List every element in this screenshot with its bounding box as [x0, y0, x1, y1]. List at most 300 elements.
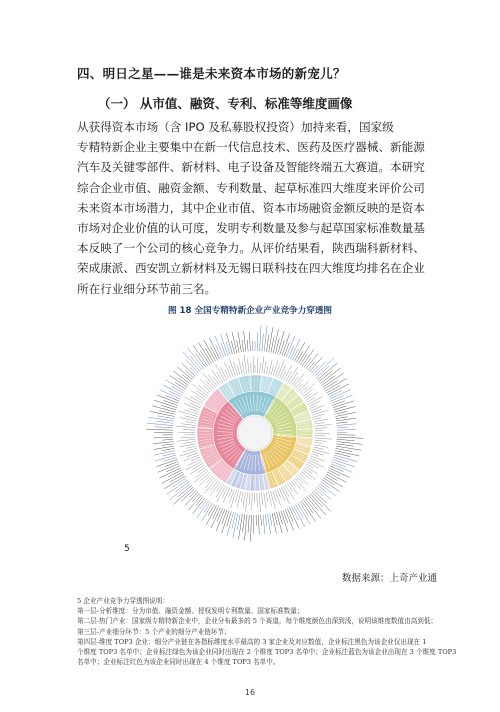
middle-label-stroke	[268, 492, 271, 506]
outer-label-stroke	[327, 472, 346, 482]
middle-label-stroke	[251, 363, 252, 373]
footnote-line: 名单中；企业标注红色为该企业同时出现在 4 个维度 TOP3 名单中。	[77, 658, 280, 667]
middle-label-stroke	[315, 428, 327, 429]
middle-label-stroke	[288, 367, 298, 383]
middle-label-stroke	[176, 439, 195, 441]
middle-label-stroke	[197, 467, 205, 473]
middle-label-stroke	[186, 446, 196, 448]
middle-label-stroke	[201, 473, 210, 481]
middle-label-stroke	[183, 455, 199, 461]
outer-label-stroke	[186, 360, 199, 374]
outer-label-stroke	[172, 386, 184, 393]
section-heading: 四、明日之星——谁是未来资本市场的新宠儿？	[77, 66, 346, 81]
outer-label-stroke	[268, 514, 271, 534]
middle-label-stroke	[313, 449, 329, 454]
paragraph-line: 汽车及关键零部件、新材料、电子设备及智能终端五大赛道。本研究	[77, 160, 425, 175]
outer-label-stroke	[193, 345, 208, 366]
outer-label-stroke	[181, 489, 195, 502]
outer-label-stroke	[242, 340, 244, 352]
outer-label-stroke	[250, 515, 251, 542]
outer-label-stroke	[306, 353, 318, 369]
middle-label-stroke	[183, 429, 195, 430]
outer-label-stroke	[321, 482, 330, 489]
outer-label-stroke	[316, 366, 329, 378]
outer-label-stroke	[204, 340, 216, 361]
paragraph-line: 本反映了一个公司的核心竞争力。从评价结果看，陕西瑞科新材料、	[77, 241, 425, 256]
outer-label-stroke	[147, 423, 173, 425]
outer-label-stroke	[189, 490, 196, 497]
footnote-marker: 5	[124, 544, 130, 554]
middle-label-stroke	[291, 377, 297, 385]
outer-label-stroke	[160, 390, 181, 399]
data-source: 数据来源：上奇产业通	[342, 573, 438, 584]
middle-label-stroke	[295, 379, 303, 388]
outer-label-stroke	[305, 498, 321, 518]
outer-label-stroke	[276, 512, 282, 533]
outer-label-stroke	[335, 412, 355, 416]
outer-label-stroke	[165, 462, 178, 467]
outer-label-stroke	[337, 439, 355, 440]
middle-label-stroke	[192, 463, 203, 469]
outer-label-stroke	[337, 442, 363, 445]
figure-title: 图 18 全国专精特新企业产业竞争力穿透图	[167, 306, 333, 316]
outer-label-stroke	[249, 332, 250, 352]
outer-label-stroke	[232, 332, 237, 353]
outer-label-stroke	[166, 466, 180, 472]
outer-label-stroke	[329, 390, 342, 397]
middle-label-stroke	[282, 370, 287, 379]
middle-label-stroke	[216, 483, 222, 492]
outer-label-stroke	[166, 380, 185, 391]
outer-label-stroke	[322, 480, 339, 492]
middle-label-stroke	[303, 389, 313, 396]
outer-label-stroke	[158, 416, 175, 419]
outer-label-stroke	[170, 375, 187, 387]
middle-label-stroke	[211, 480, 219, 490]
outer-label-stroke	[162, 448, 174, 450]
outer-label-stroke	[155, 455, 176, 461]
middle-label-stroke	[184, 403, 200, 409]
outer-label-stroke	[298, 346, 309, 364]
middle-label-stroke	[300, 386, 308, 393]
footnote-line: 第四层-维度 TOP3 企业：细分产业链在各指标维度水平最高的 3 家企业及对应数值，企业标注黑色为该企业仅出现在 1	[77, 637, 427, 646]
middle-label-stroke	[310, 405, 317, 408]
outer-label-stroke	[239, 514, 243, 539]
middle-label-stroke	[279, 488, 285, 501]
middle-label-stroke	[181, 424, 195, 426]
outer-label-stroke	[312, 492, 331, 511]
middle-label-stroke	[314, 442, 322, 443]
paragraph-line: 荣成康派、西安凯立新材料及无锡日联科技在四大维度均排名在企业	[77, 261, 425, 276]
outer-label-stroke	[270, 514, 272, 526]
middle-label-stroke	[243, 492, 245, 506]
outer-label-stroke	[283, 510, 288, 523]
outer-label-stroke	[292, 348, 298, 360]
outer-label-stroke	[200, 499, 207, 509]
middle-label-stroke	[261, 493, 262, 505]
middle-label-stroke	[311, 456, 325, 462]
footnote-line: 5 企业产业竞争力穿透图说明：	[77, 597, 170, 605]
outer-label-stroke	[328, 384, 349, 395]
outer-label-stroke	[336, 417, 348, 419]
outer-label-stroke	[173, 371, 189, 383]
middle-label-stroke	[264, 361, 266, 373]
middle-label-stroke	[231, 490, 237, 508]
outer-label-stroke	[337, 437, 364, 438]
outer-label-stroke	[304, 358, 311, 367]
middle-label-stroke	[213, 377, 219, 385]
outer-label-stroke	[260, 325, 261, 351]
middle-label-stroke	[241, 492, 243, 502]
outer-label-stroke	[155, 427, 173, 428]
outer-label-stroke	[188, 348, 204, 369]
outer-label-stroke	[315, 489, 323, 496]
outer-label-stroke	[288, 345, 294, 358]
outer-label-stroke	[167, 480, 188, 494]
middle-label-stroke	[309, 401, 320, 406]
outer-label-stroke	[193, 498, 205, 514]
outer-label-stroke	[261, 515, 262, 526]
outer-label-stroke	[295, 342, 305, 361]
outer-label-stroke	[183, 352, 201, 372]
middle-label-stroke	[242, 362, 244, 374]
outer-label-stroke	[154, 442, 174, 444]
outer-label-stroke	[300, 355, 307, 365]
outer-label-stroke	[182, 363, 196, 376]
outer-label-stroke	[273, 329, 278, 353]
outer-label-stroke	[329, 468, 349, 478]
outer-label-stroke	[163, 400, 177, 405]
outer-label-stroke	[195, 353, 205, 367]
outer-label-stroke	[189, 495, 202, 510]
middle-label-stroke	[301, 471, 311, 479]
middle-label-stroke	[189, 403, 200, 408]
outer-label-stroke	[170, 483, 190, 499]
outer-label-stroke	[334, 407, 355, 412]
outer-label-stroke	[244, 515, 247, 541]
middle-label-stroke	[222, 487, 228, 498]
outer-label-stroke	[325, 476, 343, 487]
middle-label-stroke	[194, 471, 209, 483]
middle-label-stroke	[237, 491, 241, 507]
outer-label-stroke	[309, 495, 326, 515]
outer-label-stroke	[264, 326, 267, 352]
outer-label-stroke	[310, 494, 322, 507]
middle-label-stroke	[311, 405, 325, 410]
outer-label-stroke	[221, 343, 226, 356]
outer-label-stroke	[263, 515, 265, 535]
middle-label-stroke	[220, 367, 227, 380]
middle-label-stroke	[259, 493, 260, 512]
middle-label-stroke	[296, 476, 303, 483]
outer-label-stroke	[177, 367, 192, 380]
middle-label-stroke	[181, 437, 196, 438]
middle-label-stroke	[244, 355, 247, 374]
chart-hub	[238, 416, 272, 450]
outer-label-stroke	[265, 514, 266, 526]
outer-label-stroke	[262, 334, 263, 352]
outer-label-stroke	[175, 482, 189, 492]
outer-label-stroke	[323, 373, 344, 387]
outer-label-stroke	[162, 472, 183, 484]
outer-label-stroke	[258, 515, 259, 534]
outer-label-stroke	[337, 429, 356, 430]
outer-label-stroke	[296, 351, 302, 362]
outer-label-stroke	[318, 485, 327, 492]
outer-label-stroke	[204, 502, 211, 513]
middle-label-stroke	[193, 384, 208, 396]
outer-label-stroke	[336, 422, 347, 423]
footnotes	[77, 596, 457, 667]
middle-label-stroke	[186, 422, 196, 424]
middle-label-stroke	[237, 365, 240, 375]
outer-label-stroke	[154, 437, 173, 438]
middle-label-stroke	[229, 489, 234, 503]
middle-label-stroke	[196, 391, 206, 398]
outer-label-stroke	[266, 335, 268, 352]
middle-label-stroke	[206, 476, 213, 483]
middle-label-stroke	[283, 486, 289, 497]
outer-label-stroke	[269, 327, 273, 352]
outer-label-stroke	[313, 362, 326, 375]
middle-label-stroke	[293, 479, 301, 489]
outer-label-stroke	[192, 494, 199, 502]
outer-label-stroke	[301, 501, 315, 522]
outer-label-stroke	[209, 338, 219, 359]
outer-label-stroke	[333, 457, 348, 462]
outer-label-stroke	[287, 508, 293, 521]
outer-label-stroke	[289, 507, 299, 528]
middle-label-stroke	[190, 397, 203, 404]
middle-label-stroke	[291, 481, 296, 487]
middle-label-stroke	[224, 363, 231, 378]
outer-label-stroke	[320, 483, 336, 495]
outer-label-stroke	[331, 396, 344, 402]
outer-label-stroke	[163, 385, 183, 395]
outer-label-stroke	[206, 505, 216, 524]
subsection-heading: （一） 从市值、融资、专利、标准等维度画像	[98, 96, 353, 111]
outer-label-stroke	[197, 501, 209, 518]
middle-label-stroke	[260, 363, 261, 373]
outer-label-stroke	[150, 411, 175, 416]
outer-label-stroke	[284, 343, 289, 357]
middle-label-stroke	[247, 359, 248, 374]
outer-label-stroke	[182, 374, 191, 381]
middle-label-stroke	[315, 424, 332, 426]
middle-label-stroke	[245, 493, 247, 512]
outer-label-stroke	[336, 418, 356, 421]
middle-label-stroke	[204, 479, 216, 494]
paragraph-line: 专精特新企业主要集中在新一代信息技术、医药及医疗器械、新能源	[77, 140, 425, 155]
middle-label-stroke	[304, 468, 312, 474]
outer-label-stroke	[237, 514, 240, 531]
middle-label-stroke	[308, 462, 319, 468]
outer-label-stroke	[291, 506, 298, 520]
outer-label-stroke	[243, 514, 245, 531]
outer-label-stroke	[169, 391, 182, 397]
middle-label-stroke	[313, 447, 323, 449]
outer-label-stroke	[237, 340, 239, 352]
outer-label-stroke	[196, 497, 203, 506]
middle-label-stroke	[185, 416, 197, 419]
middle-label-stroke	[314, 423, 324, 425]
outer-label-stroke	[314, 358, 333, 376]
middle-label-stroke	[307, 397, 316, 402]
middle-label-stroke	[286, 371, 292, 382]
outer-label-stroke	[330, 390, 351, 400]
outer-label-stroke	[227, 512, 233, 536]
outer-label-stroke	[308, 362, 315, 370]
middle-label-stroke	[195, 396, 204, 401]
footnote-line: 第二层-热门产业：国家级专精特新企业中，企业分布最多的 5 个赛道，每个维度颜色由深到浅，说明该维度数值由高到低；	[77, 617, 438, 626]
outer-label-stroke	[326, 474, 337, 481]
outer-label-stroke	[309, 357, 322, 371]
middle-label-stroke	[314, 445, 328, 448]
middle-label-stroke	[271, 365, 274, 375]
outer-label-stroke	[227, 512, 232, 527]
middle-label-stroke	[311, 454, 319, 457]
outer-label-stroke	[336, 444, 353, 446]
outer-label-stroke	[222, 510, 227, 524]
outer-label-stroke	[190, 367, 197, 374]
outer-label-stroke	[290, 339, 300, 359]
outer-label-stroke	[302, 349, 314, 366]
middle-label-stroke	[312, 410, 328, 415]
outer-label-stroke	[248, 515, 249, 533]
middle-label-stroke	[179, 444, 196, 447]
outer-label-stroke	[159, 468, 180, 478]
middle-label-stroke	[252, 493, 253, 510]
outer-label-stroke	[293, 505, 304, 526]
outer-label-stroke	[217, 508, 223, 521]
outer-label-stroke	[311, 366, 318, 374]
outer-label-stroke	[336, 448, 352, 451]
middle-label-stroke	[280, 365, 286, 378]
outer-label-stroke	[173, 487, 193, 505]
middle-label-stroke	[179, 451, 197, 457]
middle-label-stroke	[287, 484, 292, 493]
middle-label-stroke	[314, 419, 328, 422]
paragraph-line: 市场对企业价值的认可度，发明专利数量及参与起草国家标准数量基	[77, 220, 425, 235]
outer-label-stroke	[332, 401, 345, 406]
outer-label-stroke	[320, 368, 340, 383]
middle-label-stroke	[203, 373, 215, 387]
middle-label-stroke	[200, 379, 212, 391]
outer-label-stroke	[233, 513, 238, 537]
middle-label-stroke	[229, 365, 233, 377]
outer-label-stroke	[162, 444, 174, 446]
outer-label-stroke	[307, 497, 318, 511]
middle-label-stroke	[179, 411, 197, 416]
outer-label-stroke	[216, 344, 222, 358]
middle-label-stroke	[266, 366, 268, 374]
sunburst-chart	[140, 318, 370, 548]
paragraph-line: 未来资本市场潜力，其中企业市值、资本市场融资金额反映的是资本	[77, 200, 425, 215]
outer-label-stroke	[324, 478, 334, 485]
paragraph-line: 综合企业市值、融资金额、专利数量、起草标准四大维度来评价公司	[77, 180, 425, 195]
outer-label-stroke	[146, 429, 173, 430]
outer-label-stroke	[337, 427, 348, 428]
outer-label-stroke	[247, 340, 248, 351]
outer-label-stroke	[175, 382, 186, 389]
middle-label-stroke	[223, 488, 230, 503]
middle-label-stroke	[262, 357, 264, 374]
outer-label-stroke	[257, 333, 258, 351]
outer-label-stroke	[208, 504, 215, 515]
outer-label-stroke	[161, 405, 176, 409]
outer-label-stroke	[317, 363, 337, 380]
outer-label-stroke	[335, 451, 359, 456]
outer-label-stroke	[191, 356, 203, 370]
body-paragraph	[77, 117, 433, 299]
middle-label-stroke	[249, 493, 250, 505]
middle-label-stroke	[275, 490, 281, 506]
outer-label-stroke	[330, 466, 343, 472]
paragraph-line: 从获得资本市场（含 IPO 及私募股权投资）加持来看，国家级	[77, 120, 394, 134]
middle-label-stroke	[266, 492, 268, 502]
outer-label-stroke	[314, 490, 327, 503]
outer-label-stroke	[201, 503, 212, 521]
middle-label-stroke	[205, 380, 213, 389]
footnote-line: 个维度 TOP3 名单中；企业标注绿色为该企业同时出现在 2 个维度 TOP3 名单中；企业标注蓝色为该企业出现在 3 个维度 TOP3	[77, 648, 457, 657]
middle-label-stroke	[315, 440, 327, 441]
middle-label-stroke	[233, 362, 237, 376]
middle-label-stroke	[183, 442, 195, 444]
middle-label-stroke	[264, 492, 266, 509]
outer-label-stroke	[152, 406, 176, 412]
page-number: 16	[244, 688, 256, 697]
outer-label-stroke	[319, 371, 333, 382]
outer-label-stroke	[166, 396, 179, 402]
outer-label-stroke	[337, 424, 357, 426]
middle-label-stroke	[313, 418, 321, 420]
outer-label-stroke	[185, 492, 198, 506]
outer-label-stroke	[178, 485, 192, 496]
outer-label-stroke	[226, 333, 232, 354]
outer-label-stroke	[178, 378, 188, 385]
outer-label-stroke	[198, 342, 211, 363]
middle-label-stroke	[257, 358, 258, 373]
outer-label-stroke	[336, 446, 361, 450]
middle-label-stroke	[313, 414, 325, 417]
outer-label-stroke	[244, 331, 246, 351]
outer-label-stroke	[332, 462, 346, 467]
outer-label-stroke	[272, 513, 276, 534]
middle-label-stroke	[271, 491, 276, 509]
outer-label-stroke	[317, 487, 332, 500]
paragraph-line: 所在行业细分环节前三名。	[77, 281, 217, 296]
middle-label-stroke	[203, 386, 211, 393]
outer-label-stroke	[156, 421, 173, 423]
middle-label-stroke	[297, 384, 303, 390]
outer-label-stroke	[280, 340, 285, 354]
middle-label-stroke	[216, 372, 223, 382]
outer-label-stroke	[335, 411, 347, 414]
middle-label-stroke	[315, 438, 332, 439]
outer-label-stroke	[274, 513, 277, 525]
middle-label-stroke	[229, 358, 235, 376]
middle-label-stroke	[176, 426, 195, 428]
middle-label-stroke	[188, 459, 201, 465]
middle-label-stroke	[300, 473, 306, 478]
outer-label-stroke	[211, 507, 220, 528]
middle-label-stroke	[273, 360, 278, 376]
footnote-line: 第三层-产业细分环节：5 个产业的细分产业链环节；	[77, 627, 231, 636]
outer-label-stroke	[162, 439, 173, 440]
sunburst-figure	[140, 318, 370, 548]
middle-label-stroke	[184, 410, 198, 415]
outer-label-stroke	[212, 506, 218, 518]
